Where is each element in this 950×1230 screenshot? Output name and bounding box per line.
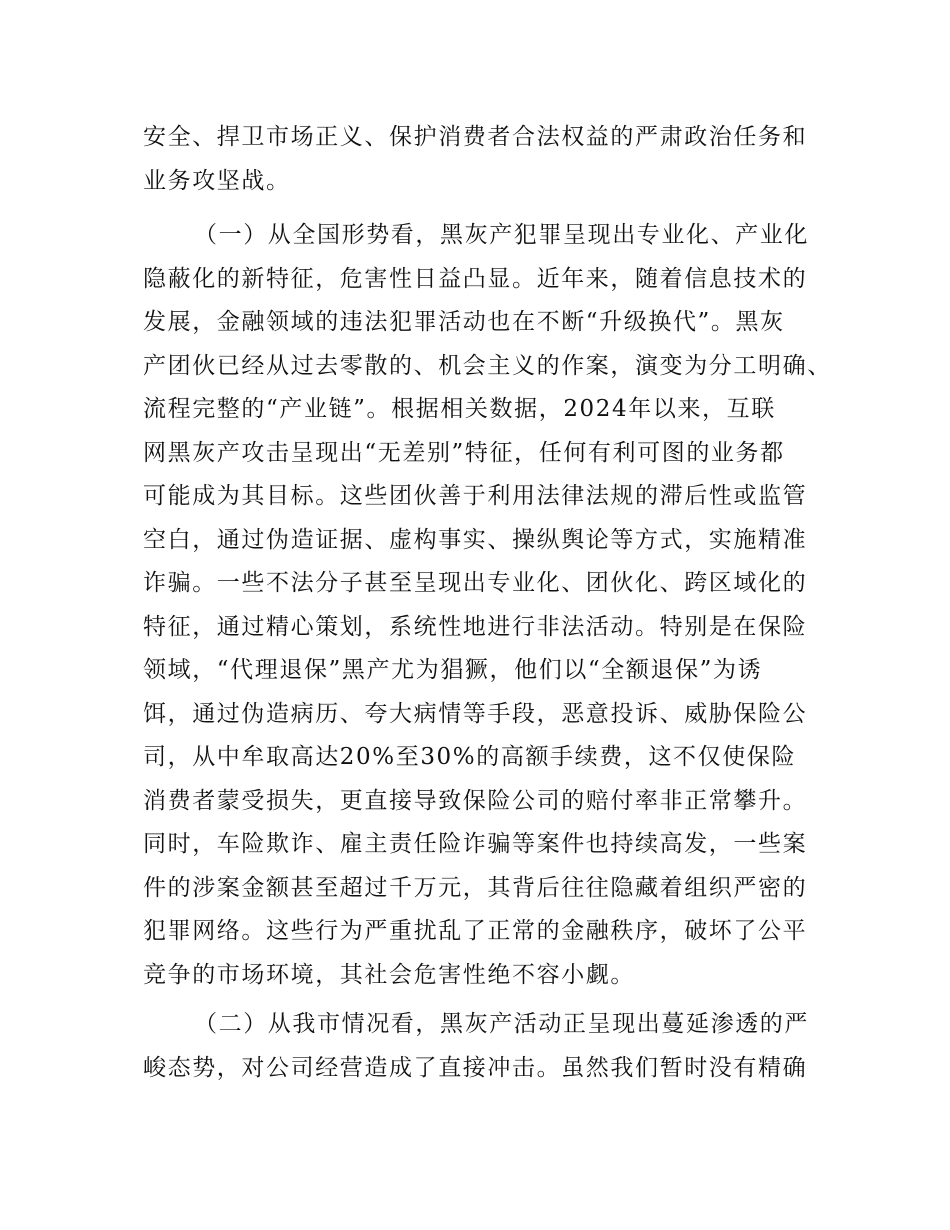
text-line: （一）从全国形势看，黑灰产犯罪呈现出专业化、产业化 [194,222,809,248]
text-line: 特征，通过精心策划，系统性地进行非法活动。特别是在保险 [143,613,808,640]
text-line: 犯罪网络。这些行为严重扰乱了正常的金融秩序，破坏了公平 [143,918,808,944]
text-line: 流程完整的“产业链”。根据相关数据，2024年以来，互联 [143,396,776,422]
text-line: 司，从中牟取高达20%至30%的高额手续费，这不仅使保险 [143,744,797,770]
text-line: 峻态势，对公司经营造成了直接冲击。虽然我们暂时没有精确 [143,1054,808,1081]
text-line: 发展，金融领域的违法犯罪活动也在不断“升级换代”。黑灰 [143,309,785,335]
paragraph-continuation [143,116,823,203]
text-line: （二）从我市情况看，黑灰产活动正呈现出蔓延渗透的严 [194,1011,809,1037]
text-line: 消费者蒙受损失，更直接导致保险公司的赔付率非正常攀升。 [143,787,808,814]
text-line: 竞争的市场环境，其社会危害性绝不容小觑。 [143,961,635,988]
text-line: 空白，通过伪造证据、虚构事实、操纵舆论等方式，实施精准 [143,526,808,553]
text-line: 隐蔽化的新特征，危害性日益凸显。近年来，随着信息技术的 [143,265,808,292]
text-line: 网黑灰产攻击呈现出“无差别”特征，任何有利可图的业务都 [143,439,785,466]
text-line: 件的涉案金额甚至超过千万元，其背后往往隐藏着组织严密的 [143,874,808,901]
text-line: 同时，车险欺诈、雇主责任险诈骗等案件也持续高发，一些案 [143,831,808,857]
paragraph-national-situation [143,214,832,997]
text-line: 安全、捍卫市场正义、保护消费者合法权益的严肃政治任务和 [143,124,808,150]
text-line: 诈骗。一些不法分子甚至呈现出专业化、团伙化、跨区域化的 [143,570,808,596]
text-line: 可能成为其目标。这些团伙善于利用法律法规的滞后性或监管 [143,483,808,509]
text-line: 产团伙已经从过去零散的、机会主义的作案，演变为分工明确、 [143,352,832,379]
text-line: 业务攻坚战。 [143,167,291,194]
text-line: 饵，通过伪造病历、夸大病情等手段，恶意投诉、威胁保险公 [143,700,808,727]
paragraph-city-situation [143,1003,823,1090]
text-line: 领域，“代理退保”黑产尤为猖獗，他们以“全额退保”为诱 [143,657,763,683]
